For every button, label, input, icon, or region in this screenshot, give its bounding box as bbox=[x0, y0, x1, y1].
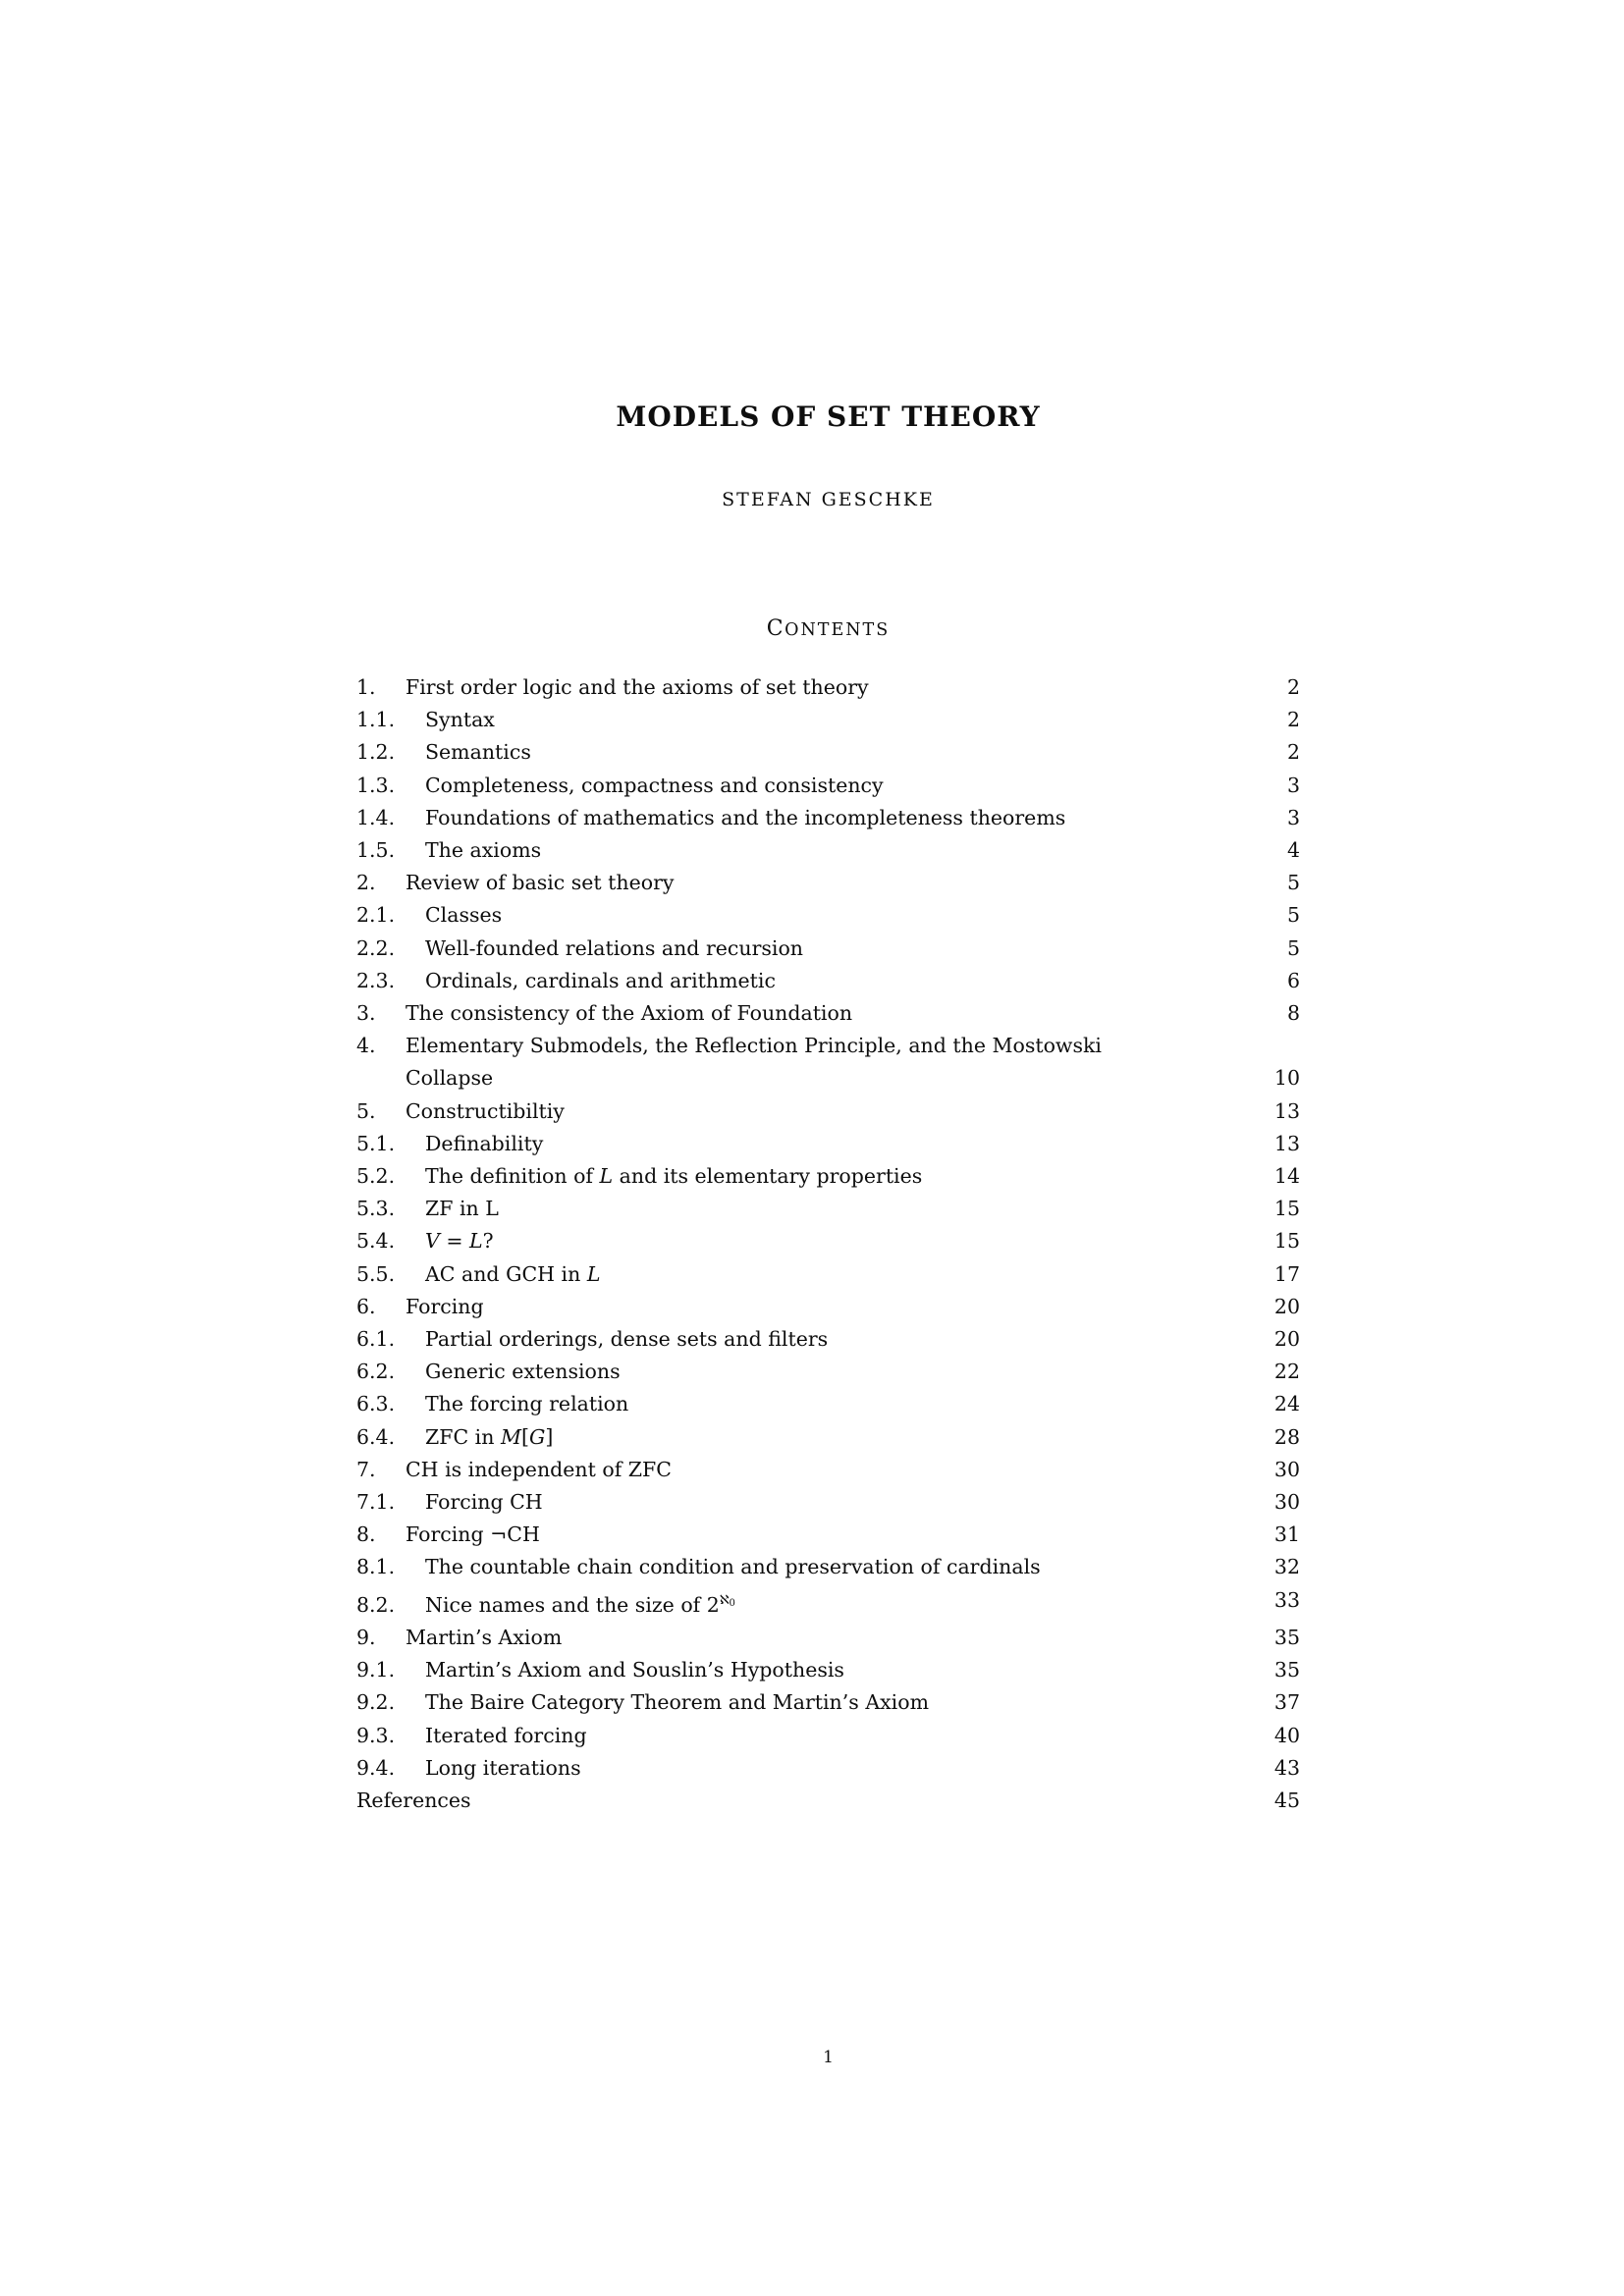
toc-entry-number: 6.3. bbox=[356, 1392, 396, 1416]
toc-entry bbox=[356, 899, 1300, 932]
toc-entry bbox=[356, 1785, 1300, 1817]
toc-entry-number: 5.4. bbox=[356, 1229, 396, 1254]
toc-entry-title bbox=[425, 1197, 499, 1220]
toc-entry-page: 4 bbox=[1286, 838, 1300, 863]
toc-entry-left bbox=[356, 834, 541, 867]
toc-entry-left bbox=[356, 933, 803, 965]
toc-entry-title bbox=[425, 969, 776, 992]
toc-entry-left bbox=[356, 997, 852, 1030]
toc-entry-title-segment: Review of basic set theory bbox=[406, 871, 675, 895]
toc-entry-left bbox=[356, 1225, 494, 1257]
toc-entry-page: 17 bbox=[1273, 1261, 1300, 1286]
toc-entry-page: 15 bbox=[1273, 1197, 1300, 1221]
toc-entry-page: 14 bbox=[1273, 1164, 1300, 1189]
toc-entry-title bbox=[425, 1724, 587, 1747]
toc-entry-number: 6.4. bbox=[356, 1424, 396, 1449]
toc-entry-title bbox=[425, 1658, 844, 1682]
toc-entry bbox=[356, 1752, 1300, 1785]
toc-entry-number: 6.2. bbox=[356, 1360, 396, 1384]
toc-entry-number: 7. bbox=[356, 1457, 376, 1481]
toc-entry-number: 5. bbox=[356, 1098, 376, 1123]
toc-entry-title bbox=[425, 1690, 929, 1714]
toc-entry-title-segment: The definition of bbox=[425, 1164, 600, 1189]
toc-entry-left bbox=[356, 1095, 565, 1128]
toc-entry-title-segment: M bbox=[500, 1424, 521, 1449]
toc-entry-title bbox=[406, 1458, 672, 1481]
toc-entry-title bbox=[425, 1360, 621, 1383]
contents-heading bbox=[356, 616, 1300, 641]
toc-entry-left bbox=[356, 1486, 543, 1519]
toc-entry-title-segment: Constructibiltiy bbox=[406, 1098, 565, 1123]
toc-entry-page: 40 bbox=[1273, 1723, 1300, 1747]
toc-entry-title-segment: Partial orderings, dense sets and filters bbox=[425, 1327, 829, 1352]
toc-entry-number: 1.3. bbox=[356, 773, 396, 797]
toc-entry-title bbox=[356, 1789, 471, 1812]
toc-entry-number: 1.4. bbox=[356, 805, 396, 829]
toc-entry-title-segment: ] bbox=[545, 1424, 554, 1449]
toc-entry-page: 24 bbox=[1273, 1392, 1300, 1416]
toc-entry-title-segment: Ordinals, cardinals and arithmetic bbox=[425, 968, 776, 992]
toc-entry-page: 2 bbox=[1286, 740, 1300, 765]
toc-entry-number: 9.1. bbox=[356, 1658, 396, 1682]
toc-entry-left bbox=[356, 1258, 600, 1291]
toc-entry bbox=[356, 1654, 1300, 1686]
toc-entry-title bbox=[425, 1490, 543, 1514]
toc-entry bbox=[356, 770, 1300, 802]
toc-entry-left bbox=[356, 1752, 581, 1785]
page-number: 1 bbox=[823, 2048, 834, 2067]
toc-entry-left bbox=[356, 1686, 929, 1719]
toc-entry-title-segment: [ bbox=[520, 1424, 529, 1449]
toc-entry-page: 2 bbox=[1286, 675, 1300, 699]
toc-entry-number: 1. bbox=[356, 675, 376, 699]
toc-entry bbox=[356, 1519, 1300, 1551]
toc-entry-title-segment: Collapse bbox=[406, 1066, 494, 1091]
toc-entry-title bbox=[406, 1522, 540, 1546]
toc-entry-title-segment: References bbox=[356, 1788, 471, 1812]
toc-entry-left bbox=[356, 1062, 493, 1095]
toc-entry-left bbox=[356, 867, 674, 899]
toc-entry-left bbox=[356, 1128, 543, 1160]
toc-entry-page: 13 bbox=[1273, 1131, 1300, 1155]
toc-entry bbox=[356, 1128, 1300, 1160]
toc-entry bbox=[356, 1388, 1300, 1420]
toc-entry-page: 3 bbox=[1286, 773, 1300, 797]
toc-entry-page: 3 bbox=[1286, 805, 1300, 829]
toc-entry-left bbox=[356, 1356, 621, 1388]
toc-entry-title-segment: G bbox=[528, 1424, 546, 1449]
toc-entry-title-segment: Forcing CH bbox=[425, 1490, 543, 1515]
toc-entry-title bbox=[425, 708, 495, 731]
toc-entry-title-segment: ? bbox=[482, 1229, 494, 1254]
toc-entry-title bbox=[406, 1626, 562, 1649]
toc-entry-number: 2.2. bbox=[356, 935, 396, 960]
toc-entry-title bbox=[425, 1756, 581, 1780]
toc-entry-page: 30 bbox=[1273, 1490, 1300, 1515]
toc-entry-page: 5 bbox=[1286, 871, 1300, 895]
toc-entry-number: 2.1. bbox=[356, 903, 396, 928]
toc-entry-title-segment: The forcing relation bbox=[425, 1392, 629, 1416]
toc-entry-page: 5 bbox=[1286, 935, 1300, 960]
toc-entry-title bbox=[425, 1262, 600, 1286]
toc-entry-page: 15 bbox=[1273, 1229, 1300, 1254]
toc-entry-left bbox=[356, 1454, 672, 1486]
toc-entry-page: 5 bbox=[1286, 903, 1300, 928]
toc-entry-left bbox=[356, 1030, 1102, 1062]
toc-entry-left bbox=[356, 899, 502, 932]
toc-entry-title-segment: ZFC in bbox=[425, 1424, 501, 1449]
toc-entry-title-segment: Elementary Submodels, the Reflection Principle, and the Mostowski bbox=[406, 1034, 1102, 1058]
toc-entry-page: 20 bbox=[1273, 1327, 1300, 1352]
toc-entry-number: 5.3. bbox=[356, 1197, 396, 1221]
toc-entry bbox=[356, 1622, 1300, 1654]
toc-entry-title bbox=[425, 806, 1065, 829]
toc-entry-title-segment: V bbox=[425, 1229, 440, 1254]
toc-entry-page: 33 bbox=[1273, 1587, 1300, 1612]
toc-entry-number: 5.1. bbox=[356, 1131, 396, 1155]
toc-entry-title-segment: Generic extensions bbox=[425, 1360, 621, 1384]
toc-entry bbox=[356, 671, 1300, 704]
toc-entry-title bbox=[406, 1099, 565, 1123]
toc-entry-title bbox=[406, 1034, 1102, 1057]
toc-entry-title-segment: ℵ bbox=[719, 1592, 730, 1608]
toc-entry-title-segment: 0 bbox=[729, 1597, 735, 1609]
toc-entry-number: 8.1. bbox=[356, 1555, 396, 1579]
toc-entry-page: 2 bbox=[1286, 708, 1300, 732]
toc-entry-title bbox=[406, 675, 869, 699]
toc-entry-page: 43 bbox=[1273, 1755, 1300, 1780]
toc-entry bbox=[356, 1551, 1300, 1583]
toc-entry-left bbox=[356, 1584, 735, 1622]
toc-entry bbox=[356, 997, 1300, 1030]
toc-entry-number: 1.1. bbox=[356, 708, 396, 732]
toc-entry-title-segment: = bbox=[439, 1229, 470, 1254]
toc-entry-page: 28 bbox=[1273, 1424, 1300, 1449]
toc-entry bbox=[356, 1095, 1300, 1128]
toc-entry-left bbox=[356, 736, 531, 769]
toc-entry-page: 6 bbox=[1286, 968, 1300, 992]
toc-entry-number: 1.2. bbox=[356, 740, 396, 765]
toc-entry-number: 9.3. bbox=[356, 1723, 396, 1747]
toc-entry-title-segment: Martin’s Axiom bbox=[406, 1625, 563, 1649]
toc-entry-title-segment: L bbox=[469, 1229, 483, 1254]
toc-entry-title bbox=[406, 1066, 493, 1090]
paper-author: STEFAN GESCHKE bbox=[722, 489, 935, 510]
toc-entry-number: 2.3. bbox=[356, 968, 396, 992]
toc-entry-title bbox=[425, 1593, 735, 1617]
toc-entry bbox=[356, 933, 1300, 965]
toc-entry bbox=[356, 1686, 1300, 1719]
toc-entry-left bbox=[356, 1421, 553, 1454]
toc-entry-title-segment: and its elementary properties bbox=[613, 1164, 923, 1189]
toc-entry-number: 5.2. bbox=[356, 1164, 396, 1189]
toc-entry-title-segment: Classes bbox=[425, 903, 503, 928]
toc-entry-left bbox=[356, 671, 869, 704]
toc-entry-page: 31 bbox=[1273, 1522, 1300, 1547]
toc-entry-title-segment: Long iterations bbox=[425, 1755, 581, 1780]
toc-entry-title bbox=[425, 1555, 1041, 1578]
toc-entry-title bbox=[425, 1229, 494, 1253]
toc-entry-page: 10 bbox=[1273, 1066, 1300, 1091]
toc-entry-title bbox=[425, 903, 502, 927]
toc-entry-page: 37 bbox=[1273, 1690, 1300, 1715]
toc-entry-page: 20 bbox=[1273, 1294, 1300, 1318]
toc-entry-title-segment: Martin’s Axiom and Souslin’s Hypothesis bbox=[425, 1658, 844, 1682]
toc-entry-title bbox=[406, 871, 674, 894]
toc-entry-page: 30 bbox=[1273, 1457, 1300, 1481]
toc-entry-number: 8. bbox=[356, 1522, 376, 1547]
toc-entry-left bbox=[356, 1323, 828, 1356]
toc-entry-title-segment: Semantics bbox=[425, 740, 531, 765]
toc-list bbox=[356, 671, 1300, 1817]
toc-entry-title-segment: ZF in L bbox=[425, 1197, 499, 1221]
toc-entry-title bbox=[425, 1164, 922, 1188]
toc-entry bbox=[356, 1225, 1300, 1257]
toc-entry-title-segment: First order logic and the axioms of set theory bbox=[406, 675, 869, 699]
toc-entry-title bbox=[425, 774, 884, 797]
toc-entry-left bbox=[356, 1519, 540, 1551]
toc-entry-left bbox=[356, 1388, 628, 1420]
toc-entry-title bbox=[406, 1001, 852, 1025]
toc-entry bbox=[356, 1584, 1300, 1622]
toc-entry-number: 2. bbox=[356, 871, 376, 895]
toc-entry-left bbox=[356, 1193, 499, 1225]
toc-entry-number: 9.4. bbox=[356, 1755, 396, 1780]
toc-entry-page: 32 bbox=[1273, 1555, 1300, 1579]
toc-entry-number: 3. bbox=[356, 1001, 376, 1026]
toc-entry-title bbox=[406, 1295, 484, 1318]
toc-entry-page: 22 bbox=[1273, 1360, 1300, 1384]
toc-entry-left bbox=[356, 1654, 844, 1686]
toc-entry-left bbox=[356, 1160, 922, 1193]
toc-entry-title-segment: Forcing ¬CH bbox=[406, 1522, 540, 1547]
toc-entry-title bbox=[425, 1392, 628, 1415]
toc-entry-left bbox=[356, 1622, 562, 1654]
toc-entry-left bbox=[356, 704, 495, 736]
toc-entry-left bbox=[356, 1291, 484, 1323]
toc-entry-title bbox=[425, 936, 803, 960]
toc-entry-title-segment: Nice names and the size of 2 bbox=[425, 1592, 720, 1617]
toc-entry bbox=[356, 1356, 1300, 1388]
toc-entry-title-segment: Foundations of mathematics and the incompleteness theorems bbox=[425, 805, 1066, 829]
toc-entry bbox=[356, 1486, 1300, 1519]
toc-entry-title-segment: Definability bbox=[425, 1131, 544, 1155]
paper-title: MODELS OF SET THEORY bbox=[616, 400, 1041, 433]
toc-entry bbox=[356, 1030, 1300, 1062]
toc-entry bbox=[356, 736, 1300, 769]
toc-entry bbox=[356, 704, 1300, 736]
toc-entry-left bbox=[356, 770, 884, 802]
toc-entry-left bbox=[356, 1720, 587, 1752]
toc-entry-title-segment: L bbox=[599, 1164, 614, 1189]
toc-entry-page: 45 bbox=[1273, 1788, 1300, 1812]
toc-entry-number: 9. bbox=[356, 1625, 376, 1649]
toc-entry bbox=[356, 1258, 1300, 1291]
toc-entry-number: 4. bbox=[356, 1034, 376, 1058]
toc-entry-title bbox=[425, 1425, 553, 1449]
toc-entry-title-segment: Completeness, compactness and consistency bbox=[425, 773, 884, 797]
toc-entry-title-segment: The Baire Category Theorem and Martin’s Axiom bbox=[425, 1690, 930, 1715]
toc-entry bbox=[356, 1193, 1300, 1225]
toc-entry-title-segment: Well-founded relations and recursion bbox=[425, 935, 803, 960]
toc-entry-title-segment: CH is independent of ZFC bbox=[406, 1457, 672, 1481]
toc-entry-title bbox=[425, 1327, 828, 1351]
toc-entry bbox=[356, 1720, 1300, 1752]
toc-entry-title-segment: The consistency of the Axiom of Foundation bbox=[406, 1001, 853, 1026]
toc-entry-title bbox=[425, 1132, 543, 1155]
toc-entry-left bbox=[356, 965, 776, 997]
toc-entry-number: 6.1. bbox=[356, 1327, 396, 1352]
toc-entry-number: 7.1. bbox=[356, 1490, 396, 1515]
toc-entry-title bbox=[425, 838, 541, 862]
toc-entry-title-segment: The axioms bbox=[425, 838, 542, 863]
toc-entry-number: 8.2. bbox=[356, 1592, 396, 1617]
toc-entry-number: 9.2. bbox=[356, 1690, 396, 1715]
toc-entry-title-segment: Forcing bbox=[406, 1294, 484, 1318]
toc-entry-title-segment: AC and GCH in bbox=[425, 1261, 587, 1286]
toc-entry-left bbox=[356, 802, 1065, 834]
contents-heading-initial: C bbox=[766, 616, 785, 641]
toc-entry-number: 6. bbox=[356, 1294, 376, 1318]
toc-entry bbox=[356, 1454, 1300, 1486]
toc-entry bbox=[356, 867, 1300, 899]
toc-entry bbox=[356, 1062, 1300, 1095]
toc-entry-title bbox=[425, 740, 531, 764]
contents-heading-rest: ONTENTS bbox=[785, 620, 891, 640]
toc-entry-title-segment: Iterated forcing bbox=[425, 1723, 587, 1747]
toc-entry bbox=[356, 1421, 1300, 1454]
toc-entry bbox=[356, 802, 1300, 834]
toc-entry-page: 35 bbox=[1273, 1658, 1300, 1682]
toc-entry-title-segment: Syntax bbox=[425, 708, 495, 732]
toc-entry-number: 1.5. bbox=[356, 838, 396, 863]
toc-entry bbox=[356, 1291, 1300, 1323]
toc-entry-page: 13 bbox=[1273, 1098, 1300, 1123]
toc-entry-number: 5.5. bbox=[356, 1261, 396, 1286]
toc-entry bbox=[356, 1323, 1300, 1356]
toc-entry-title-segment: The countable chain condition and preservation of cardinals bbox=[425, 1555, 1041, 1579]
toc-entry-page: 8 bbox=[1286, 1001, 1300, 1026]
toc-entry bbox=[356, 1160, 1300, 1193]
toc-entry-left bbox=[356, 1551, 1041, 1583]
toc-entry-title-segment: L bbox=[586, 1261, 601, 1286]
toc-entry bbox=[356, 834, 1300, 867]
toc-entry bbox=[356, 965, 1300, 997]
toc-entry-left bbox=[356, 1785, 471, 1817]
toc-entry-page: 35 bbox=[1273, 1625, 1300, 1649]
